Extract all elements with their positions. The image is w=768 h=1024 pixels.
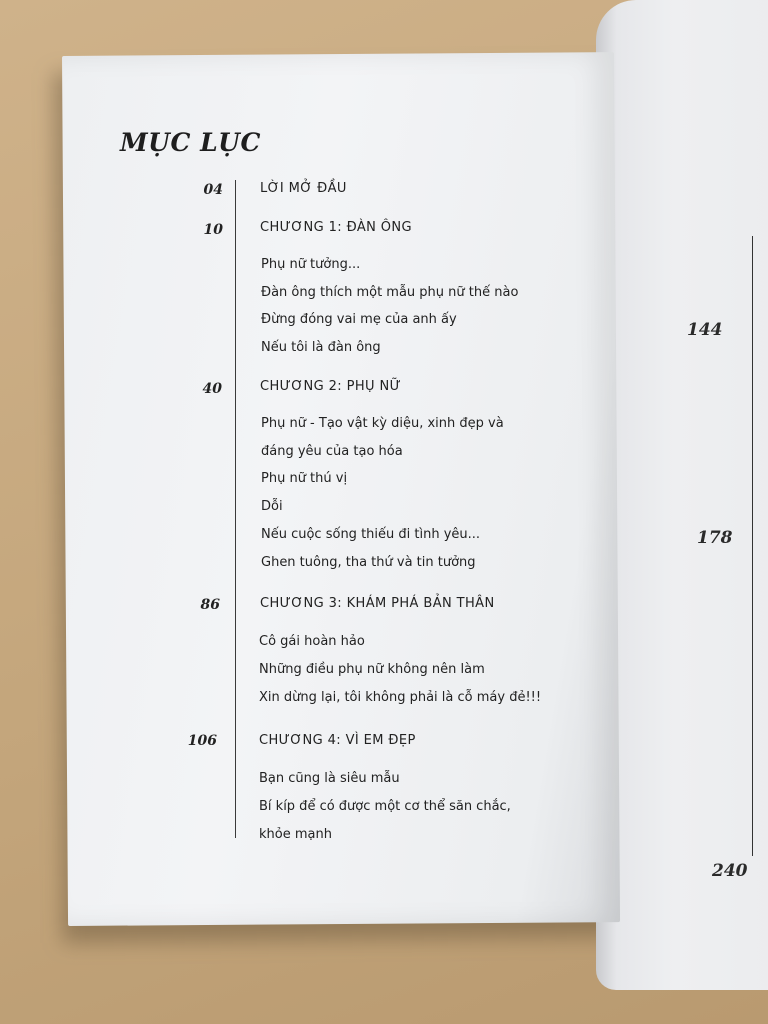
- toc-section-item: Xin dừng lại, tôi không phải là cỗ máy đẻ!!!: [259, 690, 542, 705]
- right-page-number: 178: [697, 528, 733, 548]
- toc-section-item: Bí kíp để có được một cơ thể săn chắc,: [259, 799, 511, 814]
- toc-section-item: Phụ nữ tưởng...: [261, 257, 361, 272]
- toc-section-item: Đừng đóng vai mẹ của anh ấy: [261, 312, 457, 327]
- toc-chapter-title: CHƯƠNG 3: KHÁM PHÁ BẢN THÂN: [260, 596, 495, 611]
- toc-section-item: Dỗi: [261, 499, 283, 514]
- toc-page-number: 86: [200, 597, 220, 613]
- toc-section-item: Những điều phụ nữ không nên làm: [259, 662, 485, 677]
- toc-section-item: Phụ nữ - Tạo vật kỳ diệu, xinh đẹp và: [261, 416, 504, 431]
- toc-section-item: Phụ nữ thú vị: [261, 471, 348, 486]
- toc-section-item: khỏe mạnh: [259, 827, 332, 842]
- right-page-rule: [752, 236, 753, 856]
- toc-section-item: đáng yêu của tạo hóa: [261, 444, 403, 459]
- toc-chapter-title: CHƯƠNG 2: PHỤ NỮ: [260, 379, 402, 394]
- toc-section-item: Nếu cuộc sống thiếu đi tình yêu...: [261, 527, 481, 542]
- right-page: [596, 0, 768, 990]
- toc-chapter-title: LỜI MỞ ĐẦU: [260, 181, 347, 196]
- toc-section-item: Nếu tôi là đàn ông: [261, 340, 381, 355]
- toc-section-item: Đàn ông thích một mẫu phụ nữ thế nào: [261, 285, 519, 300]
- right-page-number: 144: [687, 320, 723, 340]
- toc-section-item: Cô gái hoàn hảo: [259, 634, 365, 649]
- toc-page-number: 04: [203, 182, 223, 198]
- toc-chapter-title: CHƯƠNG 4: VÌ EM ĐẸP: [259, 733, 416, 748]
- toc-section-item: Bạn cũng là siêu mẫu: [259, 771, 400, 786]
- right-page-number: 240: [712, 861, 748, 881]
- toc-chapter-title: CHƯƠNG 1: ĐÀN ÔNG: [260, 220, 413, 235]
- toc-page-number: 40: [202, 381, 222, 397]
- toc-divider-rule: [235, 180, 236, 838]
- toc-page-number: 106: [187, 733, 217, 749]
- page-title: MỤC LỤC: [120, 128, 261, 157]
- toc-page-number: 10: [203, 222, 223, 238]
- toc-section-item: Ghen tuông, tha thứ và tin tưởng: [261, 555, 476, 570]
